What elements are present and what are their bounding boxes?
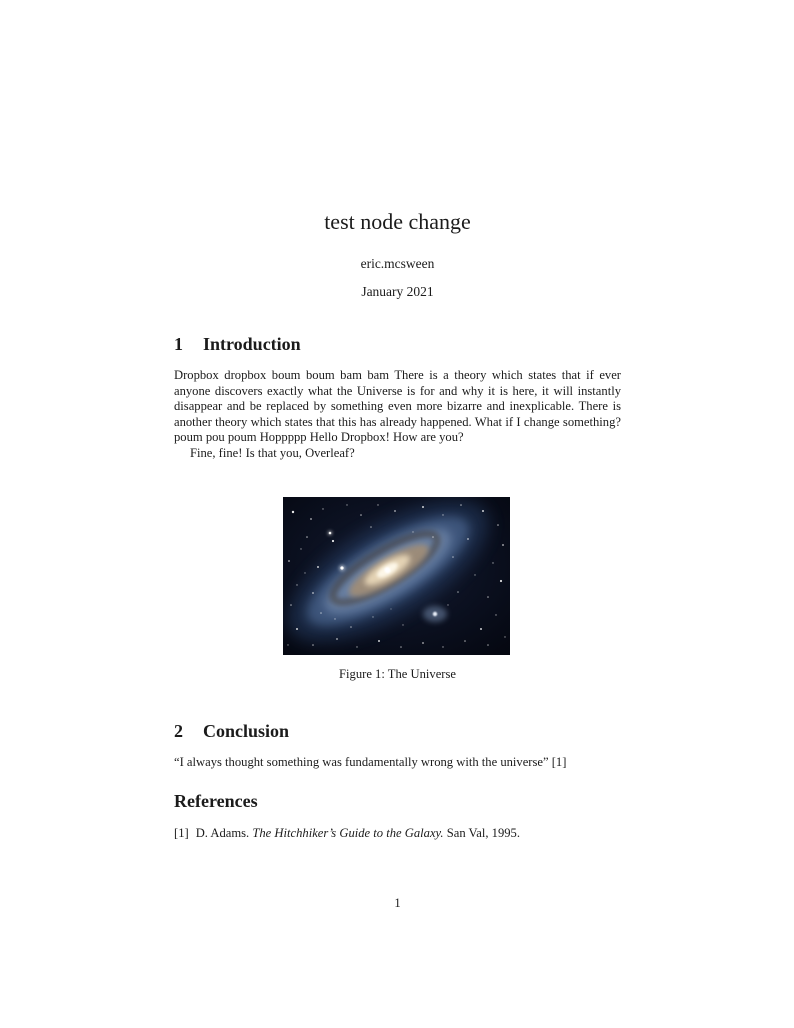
section-2-title: Conclusion <box>203 721 290 741</box>
section-2-heading <box>174 722 621 742</box>
introduction-paragraph-1: Dropbox dropbox boum boum bam bam There is a theory which states that if ever anyone discovers exactly what the Universe is for and why it is here, it will instantly disappear and be replaced by something even more bizarre and inexplicable. There is another theory which states that this has already happened. What if I change something? poum pou poum Hoppppp Hello Dropbox! How are you? <box>174 368 621 444</box>
references-heading <box>174 792 621 812</box>
document-author: eric.mcsween <box>360 256 435 271</box>
reference-author: D. Adams. <box>195 826 250 840</box>
introduction-body <box>174 368 621 461</box>
section-1-title: Introduction <box>203 334 301 354</box>
section-1-heading <box>174 335 621 355</box>
reference-text <box>196 826 520 842</box>
reference-book-title: The Hitchhiker’s Guide to the Galaxy. <box>252 826 444 840</box>
section-1-number: 1 <box>174 334 183 354</box>
reference-publisher: San Val, 1995. <box>446 826 520 840</box>
conclusion-quote: “I always thought something was fundamentally wrong with the universe” [1] <box>174 755 567 769</box>
reference-entry <box>174 826 621 842</box>
figure-caption: Figure 1: The Universe <box>339 667 456 681</box>
introduction-paragraph-2: Fine, fine! Is that you, Overleaf? <box>190 445 355 460</box>
page-number: 1 <box>394 896 401 910</box>
reference-label: [1] <box>174 826 189 840</box>
document-date: January 2021 <box>361 284 434 299</box>
document-title: test node change <box>324 209 471 234</box>
references-title: References <box>174 791 258 811</box>
galaxy-image <box>283 497 510 655</box>
section-2-number: 2 <box>174 721 183 741</box>
